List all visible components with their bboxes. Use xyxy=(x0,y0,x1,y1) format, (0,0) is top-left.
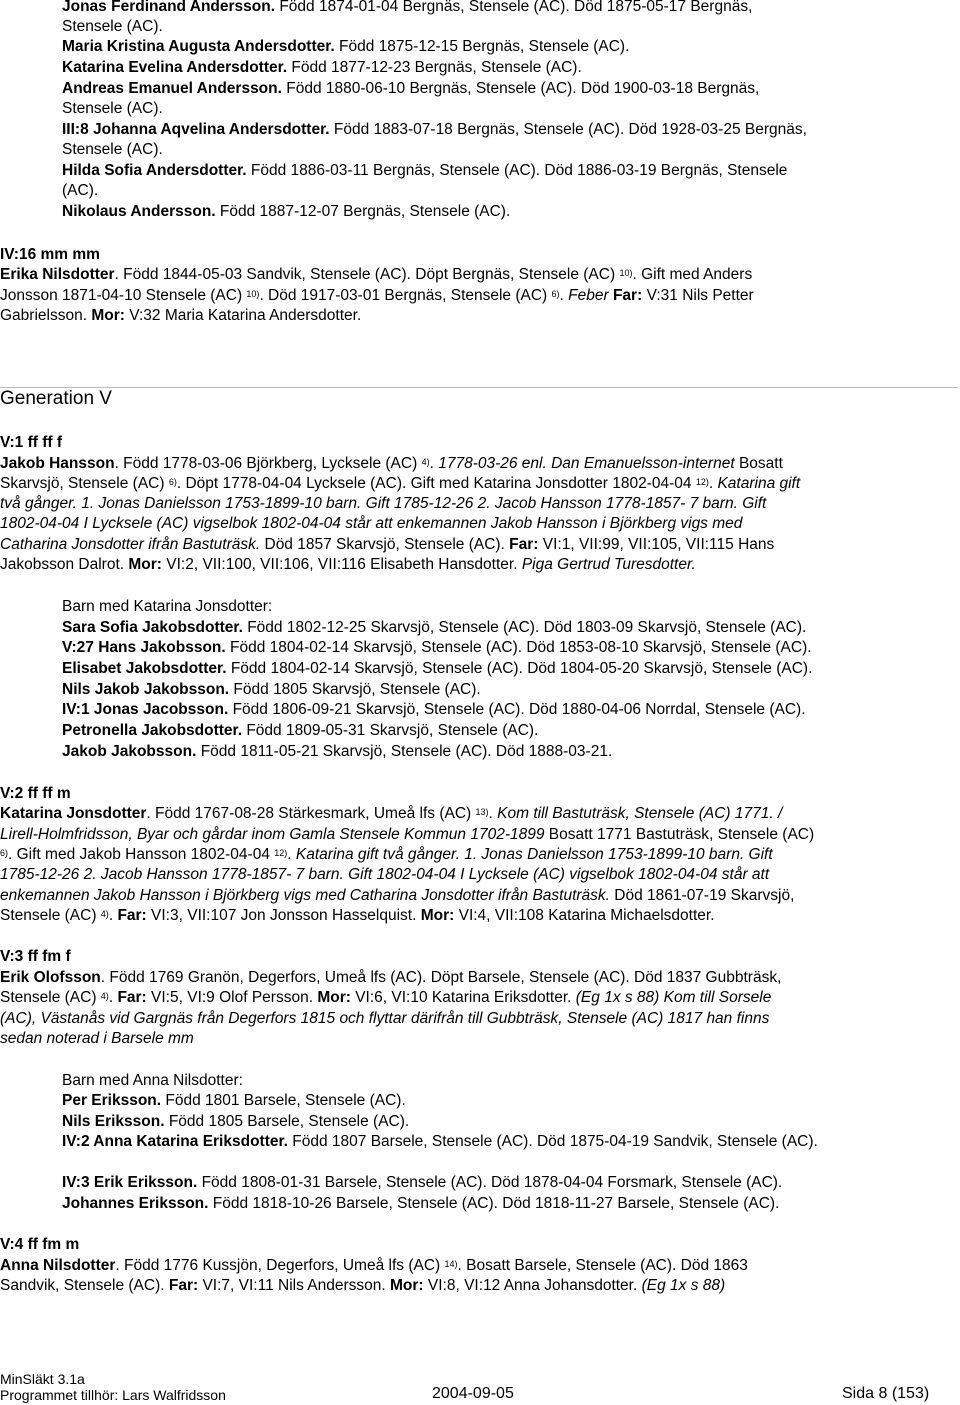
person-name: Erika Nilsdotter xyxy=(0,266,115,283)
entry-line xyxy=(0,906,958,927)
person-details: Född 1875-12-15 Bergnäs, Stensele (AC). xyxy=(334,38,630,55)
note-text: Piga Gertrud Turesdotter. xyxy=(521,556,696,573)
person-name: Per Eriksson. xyxy=(62,1092,162,1109)
father-label: Far: xyxy=(612,287,643,304)
person-details: Född 1818-10-26 Barsele, Stensele (AC). Död 1818-11-27 Barsele, Stensele (AC). xyxy=(208,1195,780,1212)
entry-text: . Född 1767-08-28 Stärkesmark, Umeå lfs (AC) xyxy=(146,805,476,822)
child-entry xyxy=(62,700,958,721)
person-entry-cont xyxy=(62,17,958,38)
person-name: III:8 Johanna Aqvelina Andersdotter. xyxy=(62,121,330,138)
note-text: enkemannen Jakob Hansson i Björkberg vigs med Catharina Jonsdotter ifrån Bastuträsk. xyxy=(0,887,610,904)
entry-line xyxy=(0,804,958,825)
person-name: Nikolaus Andersson. xyxy=(62,203,216,220)
entry-text: Sandvik, Stensele (AC). xyxy=(0,1277,169,1294)
person-name: Jonas Ferdinand Andersson. xyxy=(62,0,276,15)
entry-text: Skarvsjö, Stensele (AC) xyxy=(0,475,169,492)
person-name: Jakob Hansson xyxy=(0,455,115,472)
child-entry xyxy=(62,721,958,742)
note-text: Dan Emanuelsson-internet xyxy=(551,455,735,472)
entry-text: Gabrielsson. xyxy=(0,307,92,324)
entry-text: Stensele (AC) xyxy=(0,907,101,924)
person-name: Nils Eriksson. xyxy=(62,1113,165,1130)
entry-heading: V:2 ff ff m xyxy=(0,785,71,802)
father-label: Far: xyxy=(117,907,147,924)
person-details: Född 1809-05-31 Skarvsjö, Stensele (AC). xyxy=(242,722,539,739)
person-details: Född 1805 Barsele, Stensele (AC). xyxy=(164,1113,410,1130)
entry-line xyxy=(0,265,958,286)
person-details: Stensele (AC). xyxy=(62,18,163,35)
person-details: Född 1807 Barsele, Stensele (AC). Död 1875-04-19 Sandvik, Stensele (AC). xyxy=(287,1133,818,1150)
entry-text: . Gift med Anders xyxy=(632,266,753,283)
entry-text: Bosatt 1771 Bastuträsk, Stensele (AC) xyxy=(544,826,815,843)
person-name: Katarina Evelina Andersdotter. xyxy=(62,59,288,76)
person-entry xyxy=(62,79,958,100)
note-text: Feber xyxy=(568,287,609,304)
person-details: Född 1806-09-21 Skarvsjö, Stensele (AC). Död 1880-04-06 Norrdal, Stensele (AC). xyxy=(228,701,806,718)
entry-line: 1802-04-04 I Lycksele (AC) vigselbok 1802-04-04 står att enkemannen Jakob Hansson i Björkberg vigs med xyxy=(0,515,743,532)
program-owner: Programmet tillhör: Lars Walfridsson xyxy=(0,1387,226,1403)
source-ref: 12) xyxy=(274,848,288,858)
entry-text: . xyxy=(287,846,296,863)
person-name: Nils Jakob Jakobsson. xyxy=(62,681,230,698)
person-name: Katarina Jonsdotter xyxy=(0,805,147,822)
person-entry xyxy=(62,161,958,182)
person-entry xyxy=(62,37,958,58)
person-details: Född 1880-06-10 Bergnäs, Stensele (AC). Död 1900-03-18 Bergnäs, xyxy=(281,80,760,97)
person-name: Johannes Eriksson. xyxy=(62,1195,209,1212)
person-details: Född 1877-12-23 Bergnäs, Stensele (AC). xyxy=(287,59,582,76)
person-name: Anna Nilsdotter xyxy=(0,1257,116,1274)
person-entry-cont xyxy=(62,140,958,161)
entry-text: . Född 1769 Granön, Degerfors, Umeå lfs (AC). Döpt Barsele, Stensele (AC). Död 1837 Gubbträsk, xyxy=(100,969,782,986)
entry-text: VI:4, VII:108 Katarina Michaelsdotter. xyxy=(454,907,715,924)
entry-text: VI:7, VI:11 Nils Andersson. xyxy=(198,1277,390,1294)
entry-text: . Född 1776 Kussjön, Degerfors, Umeå lfs (AC) xyxy=(115,1257,445,1274)
person-name: Jakob Jakobsson. xyxy=(62,743,197,760)
person-name: IV:2 Anna Katarina Eriksdotter. xyxy=(62,1133,288,1150)
entry-line xyxy=(0,845,958,866)
entry-line xyxy=(0,306,958,327)
entry-text: . xyxy=(429,455,439,472)
entry-text: . xyxy=(559,287,569,304)
source-ref: 4) xyxy=(100,909,109,919)
child-entry xyxy=(62,742,958,763)
entry-line xyxy=(0,1256,958,1277)
entry-text: . Död 1917-03-01 Bergnäs, Stensele (AC) xyxy=(259,287,552,304)
source-ref: 6) xyxy=(168,477,177,487)
person-name: Erik Olofsson xyxy=(0,969,101,986)
entry-line xyxy=(0,454,958,475)
entry-text: Jonsson 1871-04-10 Stensele (AC) xyxy=(0,287,247,304)
child-entry xyxy=(62,680,958,701)
entry-heading: IV:16 mm mm xyxy=(0,246,100,263)
entry-line xyxy=(0,886,958,907)
entry-line xyxy=(0,968,958,989)
person-details: Född 1887-12-07 Bergnäs, Stensele (AC). xyxy=(215,203,511,220)
entry-text: . xyxy=(488,805,498,822)
children-label: Barn med Anna Nilsdotter: xyxy=(62,1072,243,1089)
person-details: Född 1804-02-14 Skarvsjö, Stensele (AC). Död 1853-08-10 Skarvsjö, Stensele (AC). xyxy=(225,639,812,656)
child-entry xyxy=(62,1173,958,1194)
source-ref: 13) xyxy=(475,807,489,817)
mother-label: Mor: xyxy=(420,907,455,924)
person-details: Född 1802-12-25 Skarvsjö, Stensele (AC). Död 1803-09 Skarvsjö, Stensele (AC). xyxy=(242,619,807,636)
mother-label: Mor: xyxy=(317,989,351,1006)
entry-line xyxy=(0,1276,958,1297)
entry-text: V:31 Nils Petter xyxy=(642,287,754,304)
entry-heading: V:4 ff fm m xyxy=(0,1236,80,1253)
entry-text: . Döpt 1778-04-04 Lycksele (AC). Gift med Katarina Jonsdotter 1802-04-04 xyxy=(176,475,696,492)
entry-heading: V:1 ff ff f xyxy=(0,434,62,451)
person-entry-cont xyxy=(62,181,958,202)
entry-text: . Gift med Jakob Hansson 1802-04-04 xyxy=(8,846,275,863)
program-name: MinSläkt 3.1a xyxy=(0,1371,85,1387)
entry-line: 1785-12-26 2. Jacob Hansson 1778-1857- 7 barn. Gift 1802-04-04 I Lycksele (AC) vigselbok 1802-04-04 står att xyxy=(0,866,770,883)
entry-line xyxy=(0,555,958,576)
father-label: Far: xyxy=(168,1277,199,1294)
note-text: Katarina gift två gånger. 1. Jonas Danielsson 1753-1899-10 barn. Gift xyxy=(295,846,773,863)
person-details: Stensele (AC). xyxy=(62,141,163,158)
entry-text: Död 1861-07-19 Skarvsjö, xyxy=(610,887,795,904)
person-entry-cont xyxy=(62,99,958,120)
entry-text: VI:3, VII:107 Jon Jonsson Hasselquist. xyxy=(146,907,421,924)
person-name: Sara Sofia Jakobsdotter. xyxy=(62,619,243,636)
children-label: Barn med Katarina Jonsdotter: xyxy=(62,598,273,615)
note-text: Catharina Jonsdotter ifrån Bastuträsk. xyxy=(0,536,261,553)
entry-line: sedan noterad i Barsele mm xyxy=(0,1030,194,1047)
entry-text: VI:5, VI:9 Olof Persson. xyxy=(146,989,318,1006)
father-label: Far: xyxy=(509,536,539,553)
mother-label: Mor: xyxy=(128,556,162,573)
person-entry xyxy=(62,120,958,141)
entry-line: två gånger. 1. Jonas Danielsson 1753-1899-10 barn. Gift 1785-12-26 2. Jacob Hansson 1778-1857- 7 barn. Gift xyxy=(0,495,767,512)
note-text: (Eg 1x s 88) Kom till Sorsele xyxy=(575,989,772,1006)
child-entry xyxy=(62,1132,958,1153)
person-entry xyxy=(62,202,958,223)
page-number: Sida 8 (153) xyxy=(842,1385,930,1402)
person-name: IV:3 Erik Eriksson. xyxy=(62,1174,198,1191)
entry-text: Död 1857 Skarvsjö, Stensele (AC). xyxy=(260,536,510,553)
entry-text: . Född 1778-03-06 Björkberg, Lycksele (AC) xyxy=(114,455,422,472)
mother-label: Mor: xyxy=(390,1277,424,1294)
note-text: Kom till Bastuträsk, Stensele (AC) 1771. / xyxy=(497,805,783,822)
person-details: Född 1874-01-04 Bergnäs, Stensele (AC). Död 1875-05-17 Bergnäs, xyxy=(275,0,753,15)
person-details: Född 1811-05-21 Skarvsjö, Stensele (AC). Död 1888-03-21. xyxy=(196,743,613,760)
person-name: Petronella Jakobsdotter. xyxy=(62,722,243,739)
print-date: 2004-09-05 xyxy=(432,1385,514,1402)
person-name: Hilda Sofia Andersdotter. xyxy=(62,162,247,179)
entry-text: . Född 1844-05-03 Sandvik, Stensele (AC). Döpt Bergnäs, Stensele (AC) xyxy=(114,266,620,283)
person-name: V:27 Hans Jakobsson. xyxy=(62,639,226,656)
person-details: Född 1805 Skarvsjö, Stensele (AC). xyxy=(229,681,481,698)
person-details: Född 1804-02-14 Skarvsjö, Stensele (AC). Död 1804-05-20 Skarvsjö, Stensele (AC). xyxy=(226,660,813,677)
note-text: Katarina gift xyxy=(717,475,801,492)
person-name: Elisabet Jakobsdotter. xyxy=(62,660,227,677)
entry-text: VI:1, VII:99, VII:105, VII:115 Hans xyxy=(538,536,775,553)
child-entry xyxy=(62,659,958,680)
child-entry xyxy=(62,1194,958,1215)
child-entry xyxy=(62,1112,958,1133)
generation-title: Generation V xyxy=(0,388,112,409)
note-text: Lirell-Holmfridsson, Byar och gårdar inom Gamla Stensele Kommun 1702-1899 xyxy=(0,826,545,843)
source-ref: 4) xyxy=(421,457,430,467)
source-ref: 14) xyxy=(444,1259,458,1269)
child-entry xyxy=(62,618,958,639)
person-details: Född 1801 Barsele, Stensele (AC). xyxy=(161,1092,406,1109)
entry-heading: V:3 ff fm f xyxy=(0,948,71,965)
child-entry xyxy=(62,1091,958,1112)
person-name: Maria Kristina Augusta Andersdotter. xyxy=(62,38,335,55)
entry-text: . xyxy=(108,989,118,1006)
person-entry xyxy=(62,58,958,79)
entry-text: . xyxy=(708,475,718,492)
entry-text: V:32 Maria Katarina Andersdotter. xyxy=(124,307,362,324)
entry-text: VI:6, VI:10 Katarina Eriksdotter. xyxy=(350,989,576,1006)
entry-text: . xyxy=(108,907,118,924)
source-ref: 10) xyxy=(246,289,260,299)
person-details: Född 1886-03-11 Bergnäs, Stensele (AC). Död 1886-03-19 Bergnäs, Stensele xyxy=(246,162,788,179)
section-divider xyxy=(0,387,958,388)
entry-line xyxy=(0,286,958,307)
entry-text: VI:8, VI:12 Anna Johansdotter. xyxy=(423,1277,642,1294)
entry-line: (AC), Västanås vid Gargnäs från Degerfors 1815 och flyttar därifrån till Gubbträsk, Stensele (AC) 1817 han finns xyxy=(0,1010,770,1027)
source-ref: 6) xyxy=(551,289,560,299)
entry-line xyxy=(0,988,958,1009)
entry-line xyxy=(0,474,958,495)
entry-line xyxy=(0,535,958,556)
person-entry xyxy=(62,0,958,18)
entry-line xyxy=(0,825,958,846)
mother-label: Mor: xyxy=(91,307,125,324)
source-ref: 6) xyxy=(0,848,9,858)
entry-text: Stensele (AC) xyxy=(0,989,101,1006)
person-name: Andreas Emanuel Andersson. xyxy=(62,80,282,97)
person-details: (AC). xyxy=(62,182,99,199)
person-details: Född 1883-07-18 Bergnäs, Stensele (AC). Död 1928-03-25 Bergnäs, xyxy=(329,121,807,138)
person-details: Stensele (AC). xyxy=(62,100,163,117)
entry-text: Jakobsson Dalrot. xyxy=(0,556,129,573)
entry-text: . Bosatt Barsele, Stensele (AC). Död 1863 xyxy=(457,1257,748,1274)
source-ref: 4) xyxy=(100,991,109,1001)
father-label: Far: xyxy=(117,989,147,1006)
entry-text: Bosatt xyxy=(734,455,783,472)
source-ref: 12) xyxy=(695,477,709,487)
child-entry xyxy=(62,638,958,659)
note-text: 1778-03-26 enl. xyxy=(438,455,547,472)
note-text: (Eg 1x s 88) xyxy=(641,1277,726,1294)
person-name: IV:1 Jonas Jacobsson. xyxy=(62,701,229,718)
source-ref: 10) xyxy=(619,268,633,278)
person-details: Född 1808-01-31 Barsele, Stensele (AC). Död 1878-04-04 Forsmark, Stensele (AC). xyxy=(197,1174,783,1191)
entry-text: VI:2, VII:100, VII:106, VII:116 Elisabeth Hansdotter. xyxy=(161,556,522,573)
